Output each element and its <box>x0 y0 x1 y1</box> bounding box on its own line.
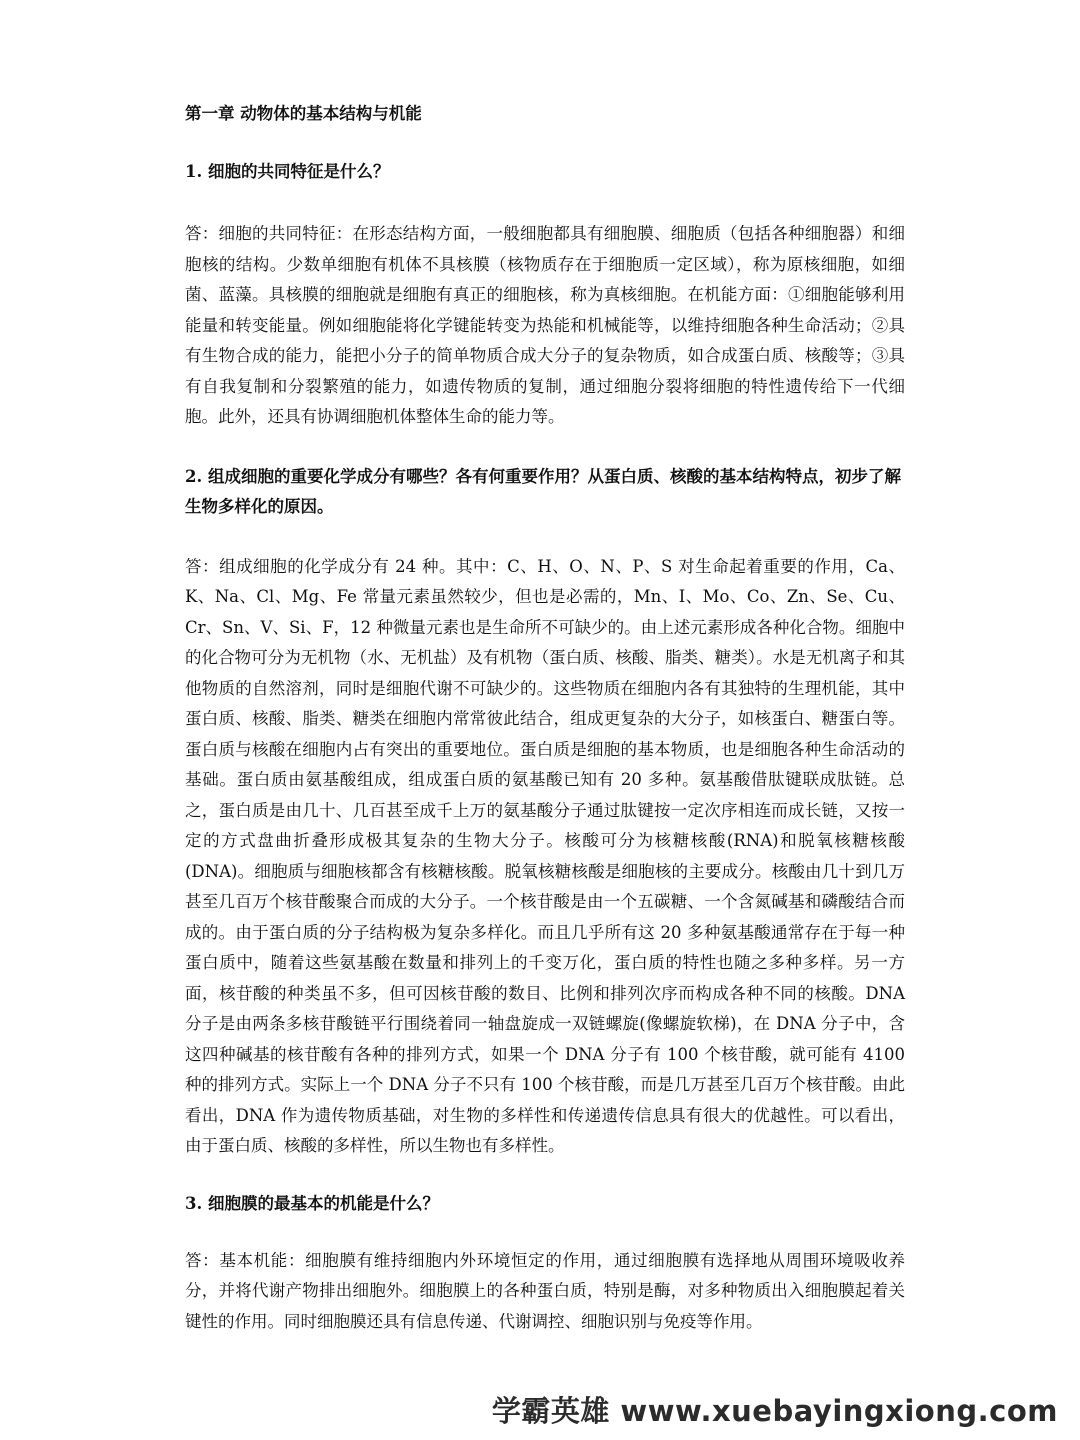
document-page <box>185 100 905 1337</box>
question-2: 2. 组成细胞的重要化学成分有哪些？各有何重要作用？从蛋白质、核酸的基本结构特点，初步了解生物多样化的原因。 <box>185 466 901 516</box>
question-1: 1. 细胞的共同特征是什么？ <box>185 162 390 181</box>
site-watermark: 学霸英雄 www.xuebayingxiong.com <box>491 1394 1058 1428</box>
answer-1: 答：细胞的共同特征：在形态结构方面，一般细胞都具有细胞膜、细胞质（包括各种细胞器）和细胞核的结构。少数单细胞有机体不具核膜（核物质存在于细胞质一定区域），称为原核细胞，如细菌、蓝藻。具核膜的细胞就是细胞有真正的细胞核，称为真核细胞。在机能方面：①细胞能够利用能量和转变能量。例如细胞能将化学键能转变为热能和机械能等，以维持细胞各种生命活动；②具有生物合成的能力，能把小分子的简单物质合成大分子的复杂物质，如合成蛋白质、核酸等；③具有自我复制和分裂繁殖的能力，如遗传物质的复制，通过细胞分裂将细胞的特性遗传给下一代细胞。此外，还具有协调细胞机体整体生命的能力等。 <box>185 224 905 426</box>
answer-2: 答：组成细胞的化学成分有 24 种。其中：C、H、O、N、P、S 对生命起着重要的作用，Ca、K、Na、Cl、Mg、Fe 常量元素虽然较少，但也是必需的，Mn、I、Mo、Co、Zn、Se、Cu、Cr、Sn、V、Si、F，12 种微量元素也是生命所不可缺少的。由上述元素形成各种化合物。细胞中的化合物可分为无机物（水、无机盐）及有机物（蛋白质、核酸、脂类、糖类）。水是无机离子和其他物质的自然溶剂，同时是细胞代谢不可缺少的。这些物质在细胞内各有其独特的生理机能，其中蛋白质、核酸、脂类、糖类在细胞内常常彼此结合，组成更复杂的大分子，如核蛋白、糖蛋白等。蛋白质与核酸在细胞内占有突出的重要地位。蛋白质是细胞的基本物质，也是细胞各种生命活动的基础。蛋白质由氨基酸组成，组成蛋白质的氨基酸已知有 20 多种。氨基酸借肽键联成肽链。总之，蛋白质是由几十、几百甚至成千上万的氨基酸分子通过肽键按一定次序相连而成长链，又按一定的方式盘曲折叠形成极其复杂的生物大分子。核酸可分为核糖核酸(RNA)和脱氧核糖核酸(DNA)。细胞质与细胞核都含有核糖核酸。脱氧核糖核酸是细胞核的主要成分。核酸由几十到几万甚至几百万个核苷酸聚合而成的大分子。一个核苷酸是由一个五碳糖、一个含氮碱基和磷酸结合而成的。由于蛋白质的分子结构极为复杂多样化。而且几乎所有这 20 多种氨基酸通常存在于每一种蛋白质中，随着这些氨基酸在数量和排列上的千变万化，蛋白质的特性也随之多种多样。另一方面，核苷酸的种类虽不多，但可因核苷酸的数目、比例和排列次序而构成各种不同的核酸。DNA 分子是由两条多核苷酸链平行围绕着同一轴盘旋成一双链螺旋(像螺旋软梯)，在 DNA 分子中，含这四种碱基的核苷酸有各种的排列方式，如果一个 DNA 分子有 100 个核苷酸，就可能有 4100 种的排列方式。实际上一个 DNA 分子不只有 100 个核苷酸，而是几万甚至几百万个核苷酸。由此看出，DNA 作为遗传物质基础，对生物的多样性和传递遗传信息具有很大的优越性。可以看出，由于蛋白质、核酸的多样性，所以生物也有多样性。 <box>185 556 905 1155</box>
answer-3: 答：基本机能：细胞膜有维持细胞内外环境恒定的作用，通过细胞膜有选择地从周围环境吸收养分，并将代谢产物排出细胞外。细胞膜上的各种蛋白质，特别是酶，对多种物质出入细胞膜起着关键性的作用。同时细胞膜还具有信息传递、代谢调控、细胞识别与免疫等作用。 <box>185 1250 905 1331</box>
chapter-title: 第一章 动物体的基本结构与机能 <box>185 104 422 123</box>
question-3: 3. 细胞膜的最基本的机能是什么？ <box>185 1193 439 1213</box>
